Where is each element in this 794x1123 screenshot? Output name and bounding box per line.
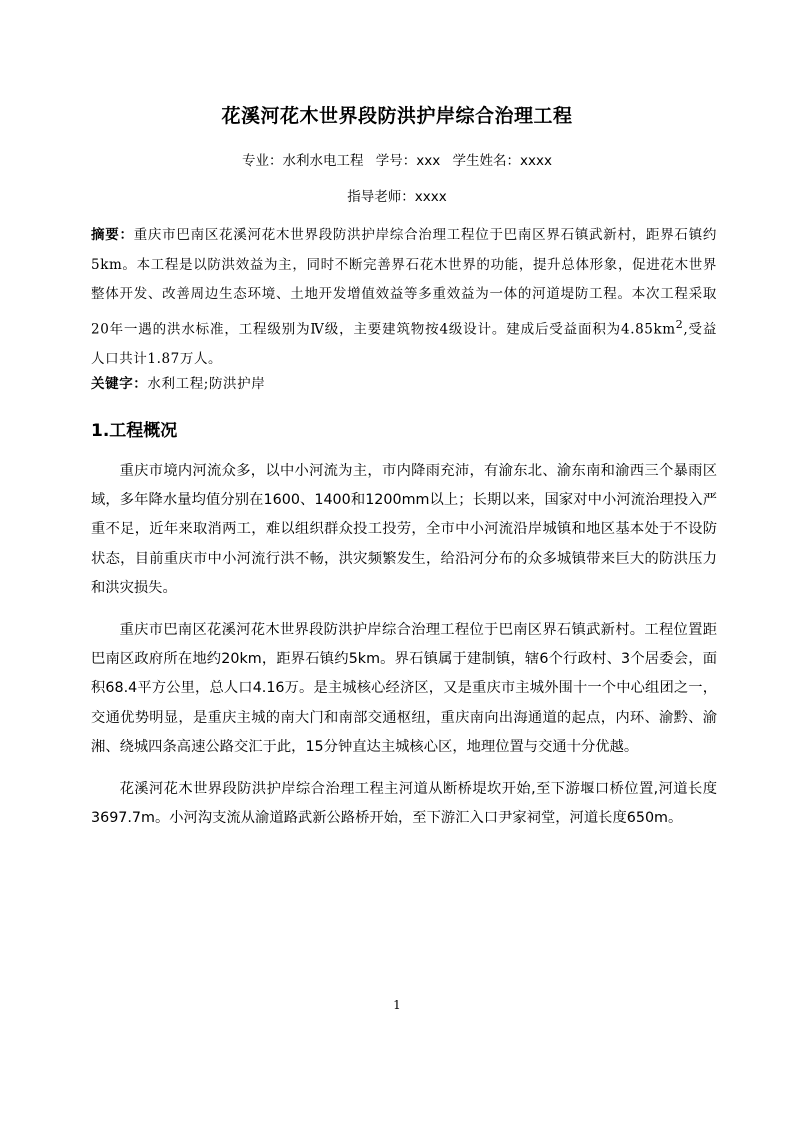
section-heading: 1.工程概况	[91, 421, 178, 441]
student-name-field: 学生姓名：xxxx	[452, 153, 553, 169]
abstract-text-part1: 重庆市巴南区花溪河花木世界段防洪护岸综合治理工程位于巴南区界石镇武新村，距界石镇约5km。本工程是以防洪效益为主，同时不断完善界石花木世界的功能，提升总体形象，促进花木世界整体开发、改善周边生态环境、土地开发增值效益等多重效益为一体的河道堤防工程。本次工程采取20年一遇的洪水标准，工程级别为Ⅳ级，主要建筑物按4级设计。建成后受益面积为4.85km	[91, 227, 717, 337]
paper-title: 花溪河花木世界段防洪护岸综合治理工程	[221, 105, 573, 127]
page-number: 1	[393, 998, 401, 1012]
section-body	[91, 457, 717, 846]
abstract-block	[91, 221, 717, 374]
body-paragraph: 重庆市境内河流众多，以中小河流为主，市内降雨充沛，有渝东北、渝东南和渝西三个暴雨区域，多年降水量均值分别在1600、1400和1200mm以上；长期以来，国家对中小河流治理投入严重不足，近年来取消两工，难以组织群众投工投劳，全市中小河流沿岸城镇和地区基本处于不设防状态，目前重庆市中小河流行洪不畅，洪灾频繁发生，给沿河分布的众多城镇带来巨大的防洪压力和洪灾损失。	[91, 463, 717, 596]
author-info-line	[0, 150, 794, 172]
body-paragraph: 重庆市巴南区花溪河花木世界段防洪护岸综合治理工程位于巴南区界石镇武新村。工程位置距巴南区政府所在地约20km，距界石镇约5km。界石镇属于建制镇，辖6个行政村、3个居委会，面积68.4平方公里，总人口4.16万。是主城核心经济区，又是重庆市主城外围十一个中心组团之一，交通优势明显，是重庆主城的南大门和南部交通枢纽，重庆南向出海通道的起点，内环、渝黔、渝湘、绕城四条高速公路交汇于此，15分钟直达主城核心区，地理位置与交通十分优越。	[91, 622, 717, 755]
area-unit-superscript: 2	[675, 317, 684, 331]
advisor-line: 指导老师：xxxx	[347, 189, 447, 205]
major-field: 专业：水利水电工程	[241, 153, 364, 169]
keywords-text: 水利工程;防洪护岸	[147, 376, 266, 392]
keywords-label: 关键字：	[91, 376, 148, 392]
student-id-field: 学号：xxx	[375, 153, 441, 169]
keywords-block	[91, 370, 717, 398]
abstract-label: 摘要：	[91, 227, 134, 243]
abstract-text-part2: ,受益人口共计1.87万人。	[91, 321, 717, 367]
body-paragraph: 花溪河花木世界段防洪护岸综合治理工程主河道从断桥堤坎开始,至下游堰口桥位置,河道长度3697.7m。小河沟支流从渝道路武新公路桥开始，至下游汇入口尹家祠堂，河道长度650m。	[91, 781, 717, 827]
